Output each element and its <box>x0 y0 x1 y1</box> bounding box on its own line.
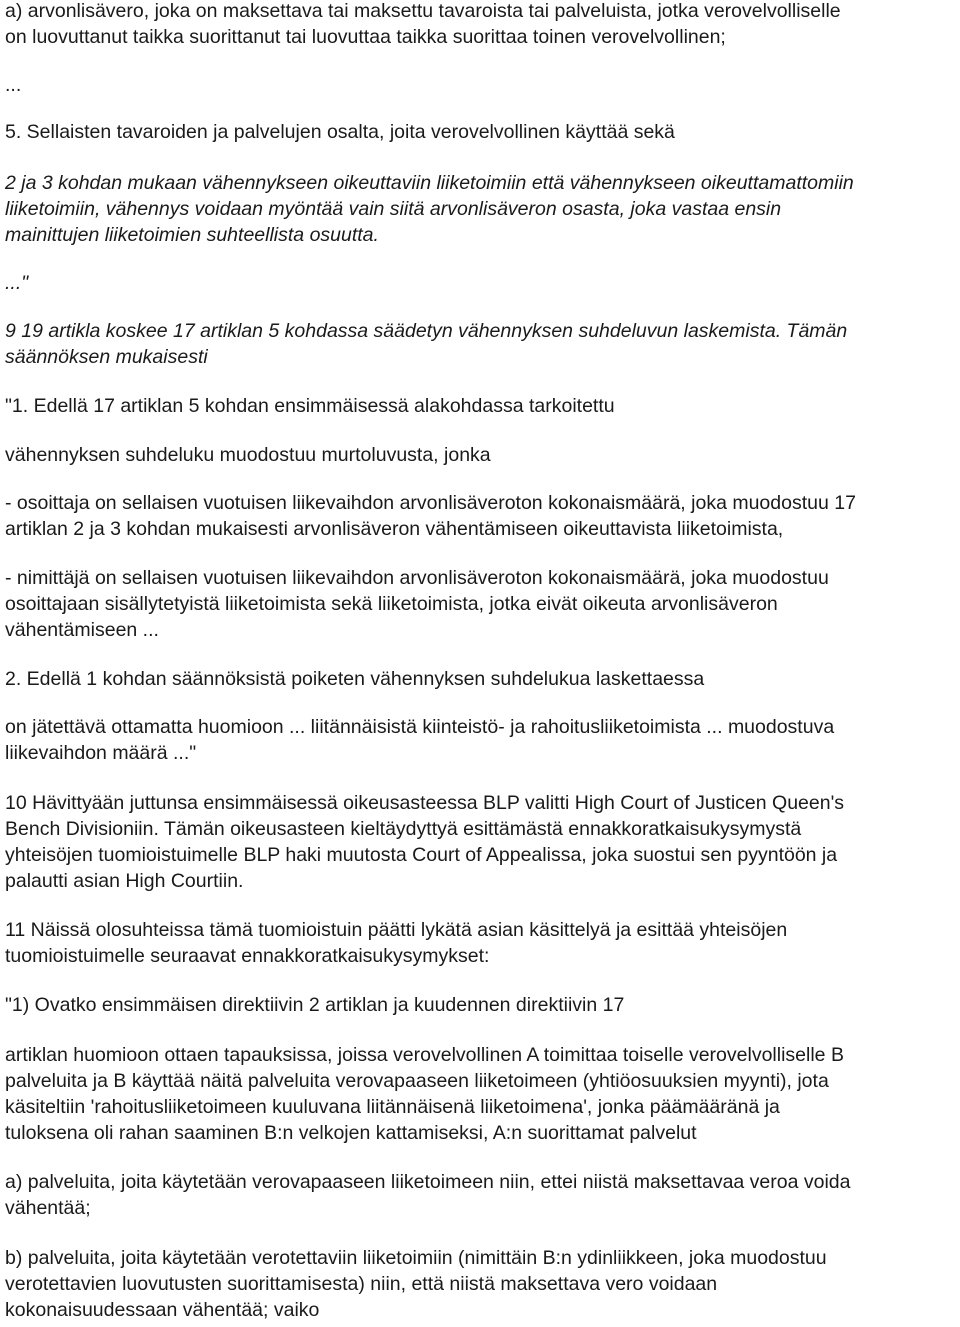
text-line: ... <box>5 74 22 96</box>
text-line: osoittajaan sisällytetyistä liiketoimista sekä liiketoimista, jotka eivät oikeuta arvonlisäveron <box>5 593 778 615</box>
text-line: 9 19 artikla koskee 17 artiklan 5 kohdassa säädetyn vähennyksen suhdeluvun laskemista. Tämän <box>5 320 848 342</box>
text-line: liiketoimiin, vähennys voidaan myöntää vain siitä arvonlisäveron osasta, joka vastaa ensin <box>5 198 782 220</box>
text-line: b) palveluita, joita käytetään verotettaviin liiketoimiin (nimittäin B:n ydinliikkeen, joka muodostuu <box>5 1247 827 1269</box>
text-line: yhteisöjen tuomioistuimelle BLP haki muutosta Court of Appealissa, joka suostui sen pyyntöön ja <box>5 844 838 866</box>
text-line: - nimittäjä on sellaisen vuotuisen liikevaihdon arvonlisäveroton kokonaismäärä, joka muodostuu <box>5 567 829 589</box>
text-line: tuomioistuimelle seuraavat ennakkoratkaisukysymykset: <box>5 945 490 967</box>
text-line: 10 Hävittyään juttunsa ensimmäisessä oikeusasteessa BLP valitti High Court of Justicen Queen's <box>5 792 845 814</box>
text-line: 2. Edellä 1 kohdan säännöksistä poiketen vähennyksen suhdelukua laskettaessa <box>5 668 705 690</box>
text-line: on jätettävä ottamatta huomioon ... liitännäisistä kiinteistö- ja rahoitusliiketoimista ... muodostuva <box>5 716 835 738</box>
text-line: on luovuttanut taikka suorittanut tai luovuttaa taikka suorittaa toinen verovelvollinen; <box>5 26 726 48</box>
text-line: palautti asian High Courtiin. <box>5 870 244 892</box>
text-line: Bench Divisioniin. Tämän oikeusasteen kieltäydyttyä esittämästä ennakkoratkaisukysymystä <box>5 818 802 840</box>
text-line: artiklan huomioon ottaen tapauksissa, joissa verovelvollinen A toimittaa toiselle verovelvolliselle B <box>5 1044 844 1066</box>
text-line: a) palveluita, joita käytetään verovapaaseen liiketoimeen niin, ettei niistä maksettavaa veroa voida <box>5 1171 851 1193</box>
text-line: tuloksena oli rahan saaminen B:n velkojen kattamiseksi, A:n suorittamat palvelut <box>5 1122 697 1144</box>
text-line: a) arvonlisävero, joka on maksettava tai maksettu tavaroista tai palveluista, jotka verovelvolliselle <box>5 0 841 22</box>
text-line: artiklan 2 ja 3 kohdan mukaisesti arvonlisäveron vähentämiseen oikeuttavista liiketoimista, <box>5 518 784 540</box>
text-line: säännöksen mukaisesti <box>5 346 208 368</box>
text-line: palveluita ja B käyttää näitä palveluita verovapaaseen liiketoimeen (yhtiöosuuksien myynti), jota <box>5 1070 829 1092</box>
text-line: vähentää; <box>5 1197 91 1219</box>
text-line: kokonaisuudessaan vähentää; vaiko <box>5 1299 320 1321</box>
text-line: verotettavien luovutusten suorittamisesta) niin, että niistä maksettava vero voidaan <box>5 1273 718 1295</box>
text-line: vähentämiseen ... <box>5 619 159 641</box>
text-line: käsiteltiin 'rahoitusliiketoimeen kuuluvana liitännäisenä liiketoimena', jonka päämääränä ja <box>5 1096 780 1118</box>
text-line: "1. Edellä 17 artiklan 5 kohdan ensimmäisessä alakohdassa tarkoitettu <box>5 395 615 417</box>
text-line: liikevaihdon määrä ..." <box>5 742 197 764</box>
text-line: 11 Näissä olosuhteissa tämä tuomioistuin päätti lykätä asian käsittelyä ja esittää yhteisöjen <box>5 919 788 941</box>
text-line: 5. Sellaisten tavaroiden ja palvelujen osalta, joita verovelvollinen käyttää sekä <box>5 121 675 143</box>
text-line: ..." <box>5 272 29 294</box>
text-line: - osoittaja on sellaisen vuotuisen liikevaihdon arvonlisäveroton kokonaismäärä, joka muodostuu 17 <box>5 492 856 514</box>
text-line: 2 ja 3 kohdan mukaan vähennykseen oikeuttaviin liiketoimiin että vähennykseen oikeuttamattomiin <box>5 172 854 194</box>
text-line: mainittujen liiketoimien suhteellista osuutta. <box>5 224 379 246</box>
text-line: "1) Ovatko ensimmäisen direktiivin 2 artiklan ja kuudennen direktiivin 17 <box>5 994 625 1016</box>
text-line: vähennyksen suhdeluku muodostuu murtoluvusta, jonka <box>5 444 491 466</box>
